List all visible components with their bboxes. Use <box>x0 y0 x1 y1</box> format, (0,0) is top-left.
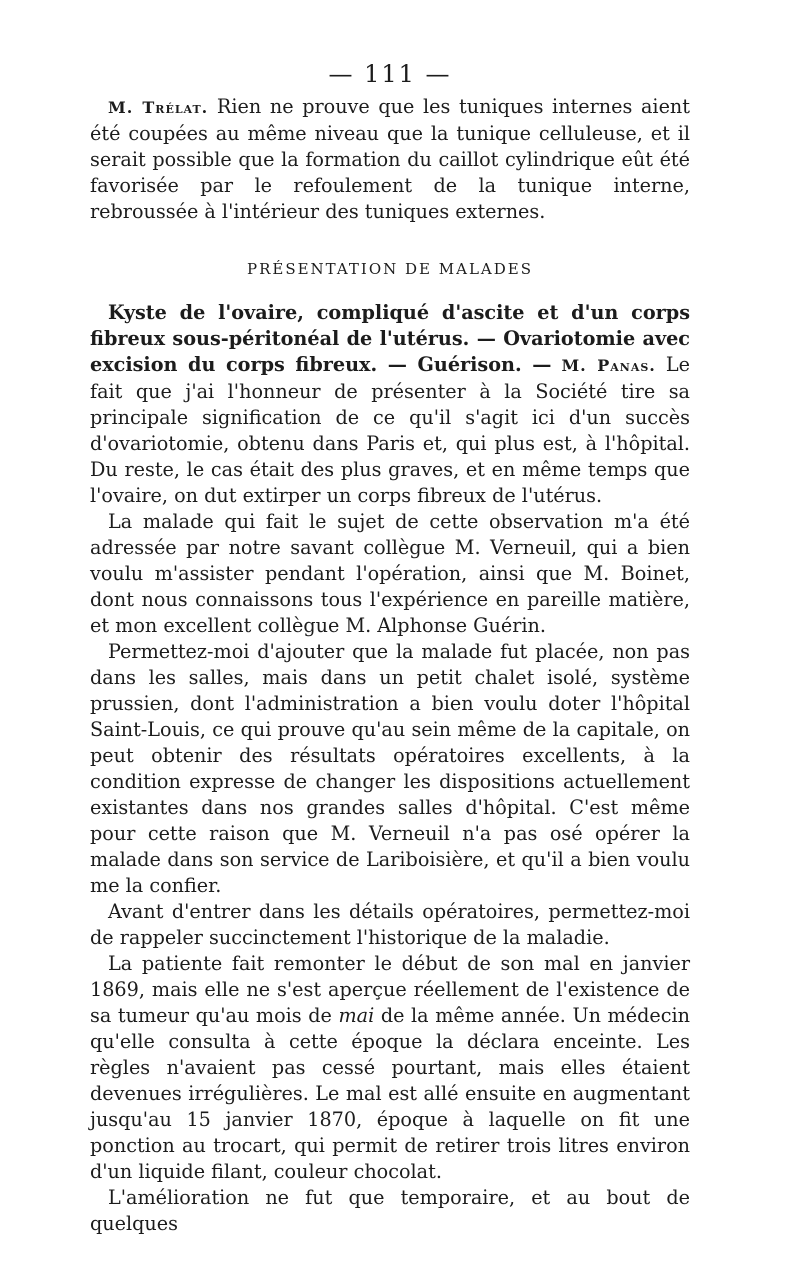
speaker-name: M. Panas. <box>561 356 656 375</box>
paragraph: La malade qui fait le sujet de cette observation m'a été adressée par notre savant collègue M. Verneuil, qui a bien voulu m'assister pendant l'opération, ainsi que M. Boinet, dont nous connaissons tous l'expérience en pareille matière, et mon excellent collègue M. Alphonse Guérin. <box>90 510 690 637</box>
paragraph: L'amélioration ne fut que temporaire, et au bout de quelques <box>90 1186 690 1235</box>
paragraph-text: La patiente fait remonter le début de son mal en janvier 1869, mais elle ne s'est aperçue réellement de l'existence de sa tumeur qu'au mois de <box>90 952 690 1027</box>
paragraph-text: de la même année. Un médecin qu'elle consulta à cette époque la déclara enceinte. Les règles n'avaient pas cessé pourtant, mais elles étaient devenues irrégulières. Le mal est allé ensuite en augmentant jusqu'au 15 janvier 1870, époque à laquelle on fit une ponction au trocart, qui permit de retirer trois litres environ d'un liquide filant, couleur chocolat. <box>90 1004 690 1183</box>
paragraph: Avant d'entrer dans les détails opératoires, permettez-moi de rappeler succinctement l'historique de la maladie. <box>90 900 690 949</box>
page-number: — 111 — <box>328 60 452 88</box>
paragraph-text: Le fait que j'ai l'honneur de présenter à la Société tire sa principale signification de ce qu'il s'agit ici d'un succès d'ovariotomie, obtenu dans Paris et, qui plus est, à l'hôpital. Du reste, le cas était des plus graves, et en même temps que l'ovaire, on dut extirper un corps fibreux de l'utérus. <box>90 353 691 507</box>
case-subject: Kyste de l'ovaire, compliqué d'ascite et d'un corps fibreux sous-péritonéal de l'utérus. — Ovariotomie avec excision du corps fibreux. — Guérison. — <box>90 301 690 376</box>
paragraph-text: Rien ne prouve que les tuniques internes aient été coupées au même niveau que la tunique celluleuse, et il serait possible que la formation du caillot cylindrique eût été favorisée par le refoulement de la tunique interne, rebroussée à l'intérieur des tuniques externes. <box>90 95 690 223</box>
paragraph: Permettez-moi d'ajouter que la malade fut placée, non pas dans les salles, mais dans un petit chalet isolé, système prussien, dont l'administration a bien voulu doter l'hôpital Saint-Louis, ce qui prouve qu'au sein même de la capitale, on peut obtenir des résultats opératoires excellents, à la condition expresse de changer les dispositions actuellement existantes dans nos grandes salles d'hôpital. C'est même pour cette raison que M. Verneuil n'a pas osé opérer la malade dans son service de Lariboisière, et qu'il a bien voulu me la confier. <box>90 640 690 897</box>
speaker-name: M. Trélat. <box>108 98 209 117</box>
italic-word: mai <box>338 1004 375 1027</box>
paragraph-history <box>90 951 690 1185</box>
section-heading: PRÉSENTATION DE MALADES <box>247 260 533 278</box>
paragraph-trelat <box>90 94 690 225</box>
paragraph-panas <box>90 300 690 509</box>
